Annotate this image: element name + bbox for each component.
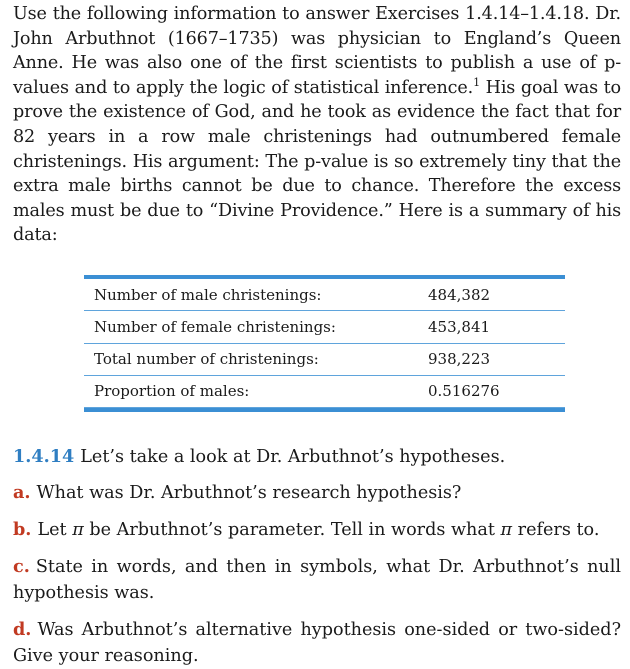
row-label: Number of male christenings: [94,285,322,304]
exercise-title: Let’s take a look at Dr. Arbuthnot’s hypotheses. [80,447,506,468]
table-row [84,311,565,343]
footnote-marker: 1 [473,75,480,89]
row-value: 938,223 [428,350,491,369]
exercise-heading [13,445,621,469]
row-label: Total number of christenings: [94,350,319,369]
table-row [84,344,565,376]
table-row [84,376,565,408]
pi-symbol: π [72,520,84,541]
question-b [13,517,621,543]
row-value: 453,841 [428,317,491,336]
question-text: What was Dr. Arbuthnot’s research hypothesis? [36,483,462,504]
exercise-number: 1.4.14 [13,446,75,468]
question-letter: c. [13,556,30,578]
row-value: 484,382 [428,285,491,304]
row-value: 0.516276 [428,382,500,401]
question-d [13,617,621,669]
question-text-pre: Let [37,520,73,541]
intro-text-continued: His goal was to prove the existence of God, and he took as evidence the fact that for 82 years in a row male christenings had outnumbered female christenings. His argument: The p-value is so extremely tiny that the extra male births cannot be due to chance. Therefore the excess males must be due to “Divine Providence.” Here is a summary of his data: [13,77,621,246]
table-row [84,279,565,311]
intro-text: Use the following information to answer Exercises 1.4.14–1.4.18. Dr. John Arbuthnot (1667–1735) was physician to England’s Queen Anne. He was also one of the first scientists to publish a use of p-values and to apply the logic of statistical inference. [13,4,621,98]
question-letter: d. [13,619,32,641]
intro-paragraph [13,2,621,248]
question-letter: b. [13,519,32,541]
table-bottom-rule [84,408,565,412]
exercise-block [13,445,621,669]
question-text-post: refers to. [512,520,600,541]
row-label: Number of female christenings: [94,317,336,336]
question-c [13,554,621,606]
arbuthnot-data-table [84,275,565,412]
question-a [13,480,621,506]
row-label: Proportion of males: [94,382,250,401]
question-text-mid: be Arbuthnot’s parameter. Tell in words what [83,520,501,541]
pi-symbol: π [500,520,513,541]
question-text: State in words, and then in symbols, what Dr. Arbuthnot’s null hypothesis was. [13,557,621,604]
question-text: Was Arbuthnot’s alternative hypothesis one-sided or two-sided? Give your reasoning. [13,620,621,667]
question-letter: a. [13,482,31,504]
